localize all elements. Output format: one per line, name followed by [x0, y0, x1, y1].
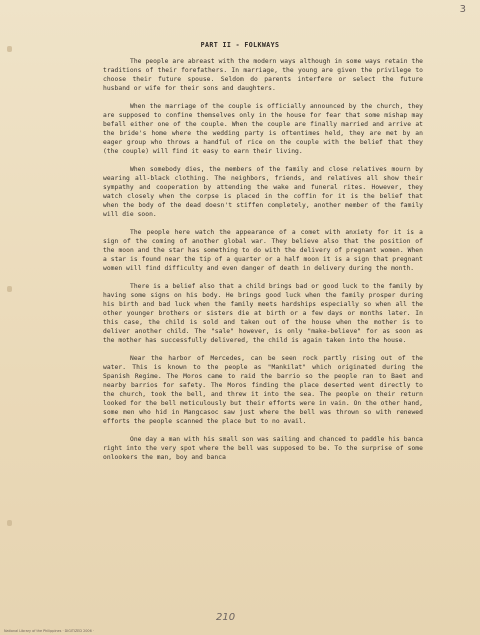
binding-hole: [7, 286, 12, 292]
paragraph-child-luck: There is a belief also that a child brings bad or good luck to the family by having some signs on his body. He brings good luck when the family prosper during his birth and bad luck when the family meets hardships especially so when all the other younger brothers or sisters die at birth or a few days or months later. In this case, the child is sold and taken out of the house when the mother is to deliver another child. The "sale" however, is only "make-believe" for as soon as the mother has successfully delivered, the child is again taken into the house.: [103, 283, 423, 344]
handwritten-page-number: 210: [216, 612, 236, 623]
binding-hole: [7, 520, 12, 526]
paragraph-mankilat: Near the harbor of Mercedes, can be seen rock partly rising out of the water. This is known to the people as "Mankilat" which originated during the Spanish Regime. The Moros came to raid the barrio so the people ran to Baet and nearby barrios for safety. The Moros finding the place deserted went directly to the church, took the bell, and threw it into the sea. The people on their return looked for the bell meticulously but their efforts were in vain. On the other hand, some men who hid in Mangcasoc saw just where the bell was thrown so with renewed efforts the people scanned the place but to no avail.: [103, 355, 423, 425]
corner-page-number: 3: [459, 4, 466, 15]
paragraph-banca: One day a man with his small son was sailing and chanced to paddle his banca right into the very spot where the bell was supposed to be. To the surprise of some onlookers the man, boy and banca: [103, 436, 423, 461]
document-body: [103, 58, 423, 473]
section-heading: PART II - FOLKWAYS: [200, 41, 280, 49]
paragraph-comet: The people here watch the appearance of a comet with anxiety for it is a sign of the coming of another global war. They believe also that the position of the moon and the star has something to do with the delivery of pregnant women. When a star is found near the tip of a quarter or a half moon it is a sign that pregnant women will find difficulty and even danger of death in delivery during the month.: [103, 229, 423, 272]
paragraph-death: When somebody dies, the members of the family and close relatives mourn by wearing all-black clothing. The neighbors, friends, and relatives all show their sympathy and cooperation by attending the wake and funeral rites. However, they watch closely when the corpse is placed in the coffin for it is the belief that when the body of the dead doesn't stiffen completely, another member of the family will die soon.: [103, 166, 423, 218]
archive-stamp: National Library of the Philippines · DIGITIZED 2006 ·: [4, 629, 94, 633]
paragraph-marriage: The people are abreast with the modern ways although in some ways retain the traditions of their forefathers. In marriage, the young are given the privilege to choose their future spouse. Seldom do parents interfere or select the future husband or wife for their sons and daughters.: [103, 58, 423, 92]
paragraph-wedding: When the marriage of the couple is officially announced by the church, they are supposed to confine themselves only in the house for fear that some mishap may befall either one of the couple. When the couple are finally married and arrive at the bride's home where the wedding party is oftentimes held, they are met by an eager group who throws a handful of rice on the couple with the belief that they (the couple) will find it easy to earn their living.: [103, 103, 423, 155]
